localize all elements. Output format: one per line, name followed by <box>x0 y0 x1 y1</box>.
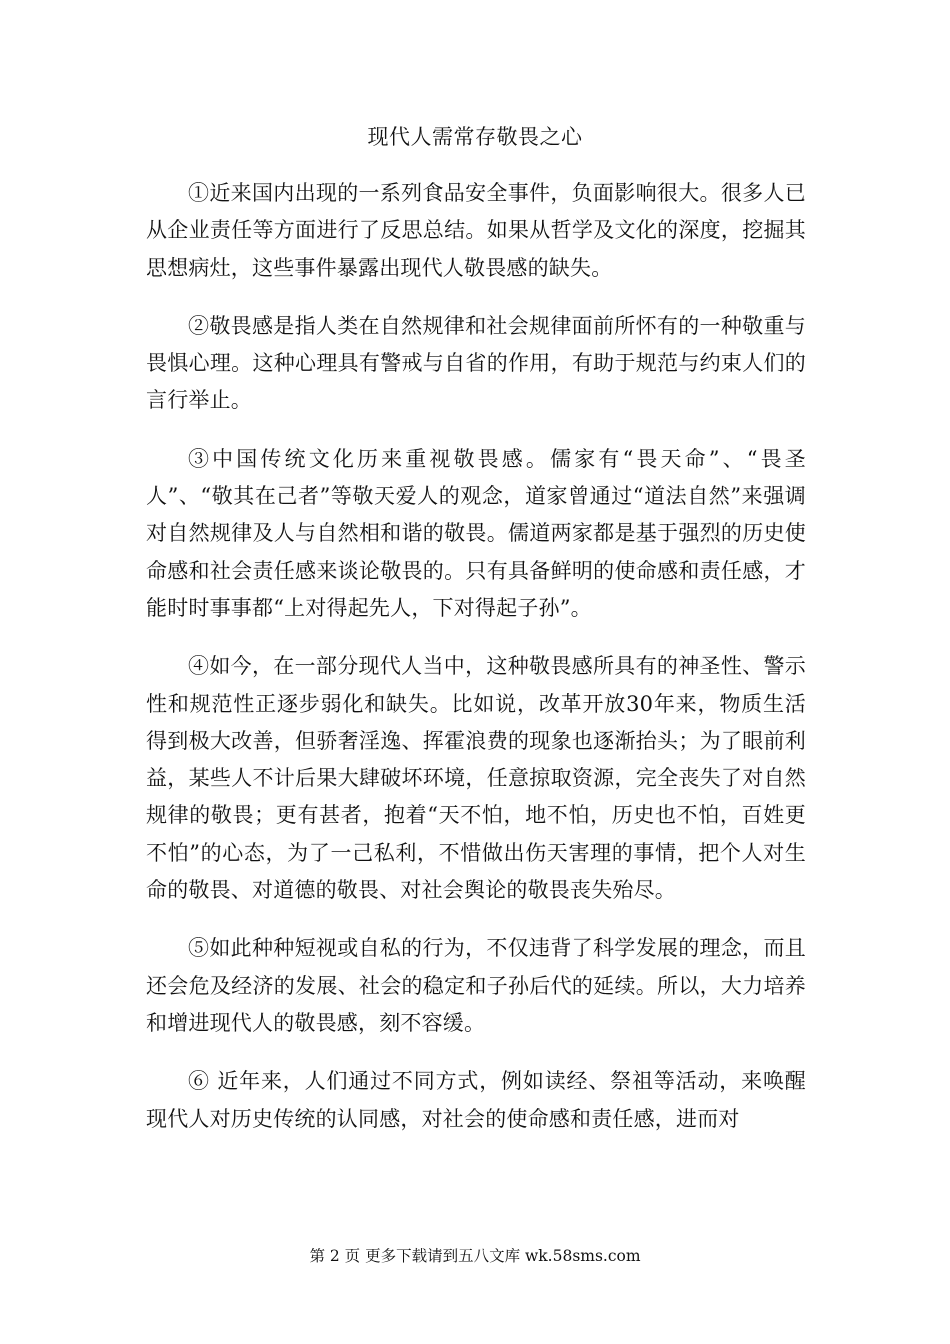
page-footer: 第 2 页 更多下载请到五八文库 wk.58sms.com <box>309 1247 641 1265</box>
document-body <box>146 175 806 1159</box>
page-title: 现代人需常存敬畏之心 <box>367 125 583 149</box>
paragraph-4: ④如今，在一部分现代人当中，这种敬畏感所具有的神圣性、警示性和规范性正逐步弱化和缺失。比如说，改革开放30年来，物质生活得到极大改善，但骄奢淫逸、挥霍浪费的现象也逐渐抬头；为了眼前利益，某些人不计后果大肆破坏环境，任意掠取资源，完全丧失了对自然规律的敬畏；更有甚者，抱着“天不怕，地不怕，历史也不怕，百姓更不怕”的心态，为了一己私利，不惜做出伤天害理的事情，把个人对生命的敬畏、对道德的敬畏、对社会舆论的敬畏丧失殆尽。 <box>146 654 806 903</box>
paragraph-3: ③中国传统文化历来重视敬畏感。儒家有“畏天命”、“畏圣人”、“敬其在己者”等敬天爱人的观念，道家曾通过“道法自然”来强调对自然规律及人与自然相和谐的敬畏。儒道两家都是基于强烈的历史使命感和社会责任感来谈论敬畏的。只有具备鲜明的使命感和责任感，才能时时事事都“上对得起先人，下对得起子孙”。 <box>146 446 806 620</box>
paragraph-6: ⑥ 近年来，人们通过不同方式，例如读经、祭祖等活动，来唤醒现代人对历史传统的认同感，对社会的使命感和责任感，进而对 <box>146 1069 806 1131</box>
paragraph-2: ②敬畏感是指人类在自然规律和社会规律面前所怀有的一种敬重与畏惧心理。这种心理具有警戒与自省的作用，有助于规范与约束人们的言行举止。 <box>146 313 806 413</box>
paragraph-1: ①近来国内出现的一系列食品安全事件，负面影响很大。很多人已从企业责任等方面进行了反思总结。如果从哲学及文化的深度，挖掘其思想病灶，这些事件暴露出现代人敬畏感的缺失。 <box>146 181 806 280</box>
paragraph-5: ⑤如此种种短视或自私的行为，不仅违背了科学发展的理念，而且还会危及经济的发展、社会的稳定和子孙后代的延续。所以，大力培养和增进现代人的敬畏感，刻不容缓。 <box>146 936 806 1035</box>
